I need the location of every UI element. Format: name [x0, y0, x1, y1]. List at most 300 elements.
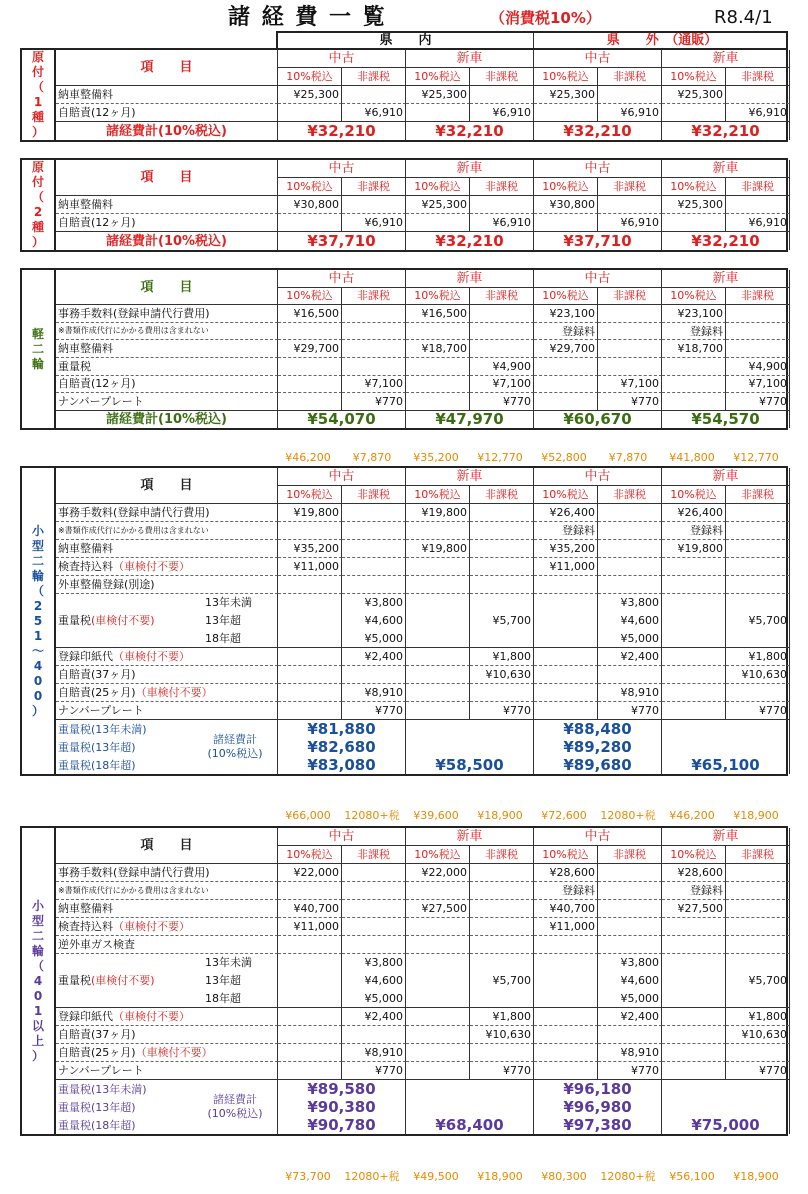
sum-used-in — [278, 1080, 406, 1134]
sum-value: ¥83,080 — [307, 755, 376, 774]
category-char: 二 — [31, 341, 44, 356]
value-cell: ¥27,500 — [662, 900, 726, 918]
group-used-in: 中古 — [278, 468, 406, 486]
value-cell — [406, 323, 470, 341]
value-cell: ¥6,910 — [726, 104, 790, 122]
category-char: 上 — [31, 1033, 44, 1048]
value-cell — [278, 702, 342, 720]
value-cell: ¥6,910 — [342, 104, 406, 122]
value-cell — [598, 86, 662, 104]
value-cell: ¥2,400 — [342, 1008, 406, 1026]
total-label: 諸経費計(10%税込) — [56, 122, 278, 140]
weight-tax-cell — [470, 954, 534, 1008]
area-header — [276, 31, 788, 48]
group-new-in: 新車 — [406, 468, 534, 486]
value-cell — [534, 1008, 598, 1026]
category-char: 1 — [33, 628, 43, 643]
value-cell: ¥1,800 — [470, 1008, 534, 1026]
value-cell — [278, 648, 342, 666]
category-char: 軽 — [31, 326, 44, 341]
value-cell: 登録料 — [534, 323, 598, 341]
value-cell — [662, 648, 726, 666]
col-head: 10%税込 — [662, 486, 726, 504]
value-cell — [662, 1008, 726, 1026]
col-head: 10%税込 — [534, 486, 598, 504]
value-cell — [406, 1026, 470, 1044]
value-cell: 登録料 — [534, 522, 598, 540]
category-char: 0 — [33, 988, 43, 1003]
footer-value: ¥46,200 — [669, 809, 715, 822]
value-cell — [342, 323, 406, 341]
category-char: 輪 — [31, 943, 44, 958]
footer-value: 12080+税 — [600, 1170, 656, 1183]
weight-tax-cell — [662, 594, 726, 648]
value-cell: ¥23,100 — [662, 305, 726, 323]
row-label-text: 検査持込料 — [58, 560, 113, 573]
row-label-text: 自賠責(37ヶ月) — [58, 668, 136, 681]
value-cell: ¥6,910 — [598, 104, 662, 122]
shaken-note: （車検付不要） — [113, 650, 190, 663]
col-head: 非課税 — [726, 846, 790, 864]
value-cell — [726, 864, 790, 882]
value-cell — [534, 684, 598, 702]
category-char: 原 — [31, 160, 44, 174]
value-cell — [534, 376, 598, 394]
group-new-in: 新車 — [406, 160, 534, 178]
weight-tax-sub-item: 13年未満 — [205, 956, 252, 970]
section-s3 — [20, 268, 788, 430]
value-cell — [406, 666, 470, 684]
value-cell: ¥7,100 — [598, 376, 662, 394]
value-cell — [342, 540, 406, 558]
total-value: ¥32,210 — [278, 122, 406, 140]
weight-tax-values — [600, 594, 659, 647]
row-label-text: 事務手数料(登録申請代行費用) — [58, 866, 210, 879]
value-cell — [598, 918, 662, 936]
value-cell — [406, 376, 470, 394]
footer-value: 12080+税 — [344, 809, 400, 822]
value-cell: ¥2,400 — [598, 648, 662, 666]
weight-tax-value: ¥3,800 — [364, 956, 403, 970]
group-used-out: 中古 — [534, 468, 662, 486]
col-head: 10%税込 — [406, 68, 470, 86]
col-head: 10%税込 — [406, 288, 470, 306]
footer-value: 12080+税 — [600, 809, 656, 822]
value-cell — [598, 882, 662, 900]
shaken-note: （車検付不要） — [135, 1046, 213, 1059]
weight-tax-cell — [278, 954, 342, 1008]
value-cell — [662, 358, 726, 376]
col-head: 非課税 — [342, 846, 406, 864]
sum-row-label: 重量税(18年超) — [58, 1118, 136, 1132]
value-cell: ¥40,700 — [534, 900, 598, 918]
row-label-text: 事務手数料(登録申請代行費用) — [58, 306, 210, 320]
weight-tax-cell — [534, 594, 598, 648]
value-cell — [534, 214, 598, 232]
value-cell — [470, 305, 534, 323]
category-char: 1 — [33, 95, 43, 109]
value-cell — [406, 684, 470, 702]
total-value: ¥32,210 — [662, 122, 790, 140]
weight-tax-value: ¥4,600 — [620, 613, 659, 627]
col-head: 10%税込 — [534, 288, 598, 306]
col-head: 10%税込 — [406, 178, 470, 196]
weight-tax-cell — [534, 954, 598, 1008]
area-in: 県 内 — [278, 33, 534, 48]
weight-tax-sub-item: 13年未満 — [205, 596, 252, 610]
value-cell — [406, 702, 470, 720]
value-cell — [342, 936, 406, 954]
group-used-in: 中古 — [278, 160, 406, 178]
row-label-text: 納車整備料 — [58, 198, 113, 211]
value-cell — [470, 882, 534, 900]
weight-tax-title — [58, 975, 205, 986]
value-cell — [534, 936, 598, 954]
value-cell — [534, 648, 598, 666]
item-header: 項 目 — [56, 160, 278, 196]
category-char: 原 — [31, 50, 44, 64]
value-cell — [278, 666, 342, 684]
value-cell — [406, 558, 470, 576]
value-cell: ¥770 — [598, 393, 662, 411]
value-cell: ¥8,910 — [598, 684, 662, 702]
col-head: 10%税込 — [278, 68, 342, 86]
value-cell: ¥16,500 — [406, 305, 470, 323]
category-label — [22, 468, 56, 774]
value-cell: ¥19,800 — [662, 540, 726, 558]
row-label — [56, 864, 278, 882]
group-used-in: 中古 — [278, 50, 406, 68]
value-cell — [278, 576, 342, 594]
value-cell — [278, 882, 342, 900]
value-cell — [278, 684, 342, 702]
value-cell — [598, 323, 662, 341]
weight-tax-text: 重量税 — [58, 974, 91, 987]
value-cell — [726, 882, 790, 900]
value-cell: ¥770 — [598, 702, 662, 720]
total-value: ¥37,710 — [534, 232, 662, 250]
sum-row-label: 重量税(13年未満) — [58, 1082, 147, 1096]
value-cell — [662, 1044, 726, 1062]
footer-value: ¥52,800 — [541, 451, 587, 464]
weight-tax-value: ¥5,700 — [748, 614, 787, 627]
value-cell: ¥11,000 — [534, 918, 598, 936]
col-head: 非課税 — [598, 846, 662, 864]
weight-tax-value: ¥5,700 — [492, 614, 531, 627]
value-cell — [534, 1044, 598, 1062]
sum-value: ¥96,180 — [563, 1080, 632, 1098]
group-new-out: 新車 — [662, 270, 790, 288]
row-label-text: 自賠責(25ヶ月) — [58, 1046, 136, 1059]
value-cell — [406, 936, 470, 954]
row-label — [56, 358, 278, 376]
value-cell: ¥7,100 — [342, 376, 406, 394]
weight-tax-values — [344, 954, 403, 1007]
value-cell: ¥6,910 — [470, 214, 534, 232]
value-cell — [662, 376, 726, 394]
weight-tax-sub-item: 18年超 — [205, 991, 241, 1005]
weight-tax-sub-item: 18年超 — [205, 631, 241, 645]
group-used-out: 中古 — [534, 828, 662, 846]
col-head: 非課税 — [470, 178, 534, 196]
weight-tax-cell — [598, 954, 662, 1008]
value-cell: ¥25,300 — [662, 86, 726, 104]
group-new-in: 新車 — [406, 828, 534, 846]
section-s2 — [20, 158, 788, 252]
value-cell: ¥8,910 — [342, 1044, 406, 1062]
value-cell: ¥25,300 — [406, 86, 470, 104]
value-cell: ¥10,630 — [726, 666, 790, 684]
col-head: 10%税込 — [406, 486, 470, 504]
row-label — [56, 648, 278, 666]
value-cell — [726, 196, 790, 214]
row-label — [56, 393, 278, 411]
shaken-note: （車検付不要） — [113, 1010, 190, 1023]
value-cell: ¥2,400 — [342, 648, 406, 666]
value-cell — [278, 393, 342, 411]
shaken-note: （車検付不要） — [135, 686, 213, 699]
page-title: 諸 経 費 一 覧 — [228, 5, 387, 30]
row-label-text: 自賠責(37ヶ月) — [58, 1028, 136, 1041]
col-head: 非課税 — [726, 178, 790, 196]
value-cell: ¥6,910 — [726, 214, 790, 232]
value-cell — [726, 522, 790, 540]
row-label — [56, 323, 278, 341]
section-s5 — [20, 826, 788, 1136]
value-cell — [598, 358, 662, 376]
weight-tax-cell — [342, 954, 406, 1008]
row-label — [56, 504, 278, 522]
sum-row-label: 重量税(18年超) — [58, 758, 136, 772]
value-cell — [534, 1026, 598, 1044]
weight-tax-sub — [205, 594, 275, 647]
sum-value: ¥96,980 — [563, 1097, 632, 1116]
row-label — [56, 900, 278, 918]
value-cell — [534, 358, 598, 376]
value-cell — [470, 864, 534, 882]
sum-used-out — [534, 720, 662, 774]
value-cell — [342, 196, 406, 214]
category-char: ） — [31, 703, 44, 718]
total-value: ¥32,210 — [662, 232, 790, 250]
value-cell — [342, 1026, 406, 1044]
row-label — [56, 882, 278, 900]
group-new-out: 新車 — [662, 468, 790, 486]
sum-value: ¥88,480 — [563, 720, 632, 738]
value-cell — [726, 86, 790, 104]
category-char: 以 — [31, 1018, 44, 1033]
tax-note: （消費税10%） — [490, 9, 601, 27]
weight-tax-label — [56, 954, 278, 1008]
col-head: 非課税 — [726, 288, 790, 306]
sum-used-out-stack — [563, 1080, 631, 1134]
row-label-text: 登録印紙代 — [58, 1010, 113, 1023]
item-header: 項 目 — [56, 828, 278, 864]
value-cell: ¥770 — [342, 393, 406, 411]
category-char: 2 — [33, 205, 43, 219]
category-char: 4 — [33, 973, 43, 988]
value-cell — [406, 1008, 470, 1026]
category-char: 2 — [33, 598, 43, 613]
value-cell: ¥11,000 — [278, 558, 342, 576]
sum-new-out: ¥75,000 — [662, 1116, 790, 1134]
value-cell: ¥18,700 — [406, 340, 470, 358]
footer-value: 12080+税 — [344, 1170, 400, 1183]
category-char: 輪 — [31, 568, 44, 583]
value-cell — [406, 214, 470, 232]
value-cell — [726, 900, 790, 918]
footer-value: ¥72,600 — [541, 809, 587, 822]
value-cell — [534, 1062, 598, 1080]
value-cell: ¥770 — [470, 702, 534, 720]
sum-new-in-blank — [406, 720, 534, 756]
value-cell: ¥28,600 — [662, 864, 726, 882]
sum-rows — [58, 720, 195, 774]
category-char: 種 — [31, 110, 44, 124]
footer-value: ¥46,200 — [285, 451, 331, 464]
value-cell — [470, 340, 534, 358]
total-value: ¥32,210 — [406, 122, 534, 140]
value-cell — [726, 340, 790, 358]
value-cell — [406, 358, 470, 376]
sum-used-out-stack — [563, 720, 631, 774]
value-cell: ¥25,300 — [534, 86, 598, 104]
value-cell: ¥6,910 — [598, 214, 662, 232]
sum-value: ¥89,280 — [563, 737, 632, 756]
col-head: 10%税込 — [278, 178, 342, 196]
col-head: 10%税込 — [662, 178, 726, 196]
total-value: ¥32,210 — [534, 122, 662, 140]
row-label — [56, 522, 278, 540]
value-cell: ¥770 — [726, 393, 790, 411]
value-cell: ¥26,400 — [534, 504, 598, 522]
footer-value: ¥18,900 — [733, 1170, 779, 1183]
value-cell — [470, 522, 534, 540]
row-label — [56, 936, 278, 954]
row-label — [56, 1026, 278, 1044]
category-label — [22, 160, 56, 250]
value-cell — [598, 196, 662, 214]
value-cell: ¥7,100 — [470, 376, 534, 394]
value-cell — [534, 702, 598, 720]
group-used-out: 中古 — [534, 270, 662, 288]
footer-value: ¥41,800 — [669, 451, 715, 464]
item-header: 項 目 — [56, 50, 278, 86]
weight-tax-cell — [406, 594, 470, 648]
col-head: 10%税込 — [662, 68, 726, 86]
weight-tax-value: ¥4,600 — [364, 973, 403, 987]
category-label — [22, 270, 56, 428]
category-char: ） — [31, 1048, 44, 1063]
value-cell — [342, 504, 406, 522]
value-cell: ¥35,200 — [534, 540, 598, 558]
footer-value: ¥39,600 — [413, 809, 459, 822]
col-head: 10%税込 — [662, 846, 726, 864]
footer-value: ¥7,870 — [352, 451, 392, 464]
value-cell: ¥40,700 — [278, 900, 342, 918]
value-cell — [406, 882, 470, 900]
value-cell — [598, 305, 662, 323]
value-cell — [278, 936, 342, 954]
value-cell: ¥27,500 — [406, 900, 470, 918]
value-cell — [598, 522, 662, 540]
shaken-note: （車検付不要） — [113, 920, 190, 933]
col-head: 非課税 — [470, 288, 534, 306]
weight-tax-cell — [470, 594, 534, 648]
value-cell — [342, 558, 406, 576]
sum-label-block — [56, 1080, 278, 1134]
value-cell — [534, 393, 598, 411]
value-cell — [726, 558, 790, 576]
weight-tax-value: ¥5,700 — [492, 974, 531, 987]
value-cell: ¥4,900 — [726, 358, 790, 376]
group-used-in: 中古 — [278, 828, 406, 846]
sum-value: ¥90,380 — [307, 1097, 376, 1116]
col-head: 10%税込 — [278, 486, 342, 504]
shaken-note: （車検付不要） — [113, 560, 190, 573]
sum-title-sub: (10%税込) — [207, 747, 263, 760]
row-label-text: 検査持込料 — [58, 920, 113, 933]
value-cell — [470, 558, 534, 576]
row-label-text: 納車整備料 — [58, 542, 113, 555]
sum-value: ¥90,780 — [307, 1115, 376, 1134]
row-label — [56, 702, 278, 720]
row-label-text: 逆外車ガス検査 — [58, 938, 135, 951]
row-label-text: 事務手数料(登録申請代行費用) — [58, 506, 210, 519]
group-new-out: 新車 — [662, 828, 790, 846]
value-cell — [726, 323, 790, 341]
value-cell: ¥26,400 — [662, 504, 726, 522]
sum-used-out — [534, 1080, 662, 1134]
category-label — [22, 828, 56, 1134]
col-head: 10%税込 — [662, 288, 726, 306]
sum-row-label: 重量税(13年未満) — [58, 722, 147, 736]
value-cell — [342, 918, 406, 936]
value-cell — [470, 918, 534, 936]
group-used-out: 中古 — [534, 160, 662, 178]
value-cell — [470, 323, 534, 341]
col-head: 非課税 — [342, 68, 406, 86]
item-header: 項 目 — [56, 270, 278, 305]
value-cell: ¥10,630 — [470, 666, 534, 684]
sum-used-in — [278, 720, 406, 774]
sum-title-main: 諸経費計 — [213, 1092, 257, 1106]
value-cell: ¥25,300 — [406, 196, 470, 214]
total-label: 諸経費計(10%税込) — [56, 411, 278, 429]
category-char: 0 — [33, 673, 43, 688]
row-label — [56, 214, 278, 232]
footer-value: ¥18,900 — [733, 809, 779, 822]
category-char: 小 — [31, 523, 44, 538]
sum-new-out-blank — [662, 720, 790, 756]
value-cell — [406, 648, 470, 666]
row-label — [56, 340, 278, 358]
value-cell — [726, 305, 790, 323]
col-head: 非課税 — [342, 178, 406, 196]
value-cell: ¥35,200 — [278, 540, 342, 558]
value-cell — [470, 86, 534, 104]
row-label — [56, 1008, 278, 1026]
value-cell: ¥1,800 — [726, 648, 790, 666]
value-cell — [278, 376, 342, 394]
value-cell — [598, 504, 662, 522]
value-cell: ¥29,700 — [534, 340, 598, 358]
footer-value: ¥56,100 — [669, 1170, 715, 1183]
col-head: 非課税 — [726, 486, 790, 504]
footer-value: ¥12,770 — [477, 451, 523, 464]
value-cell — [406, 522, 470, 540]
value-cell — [406, 576, 470, 594]
